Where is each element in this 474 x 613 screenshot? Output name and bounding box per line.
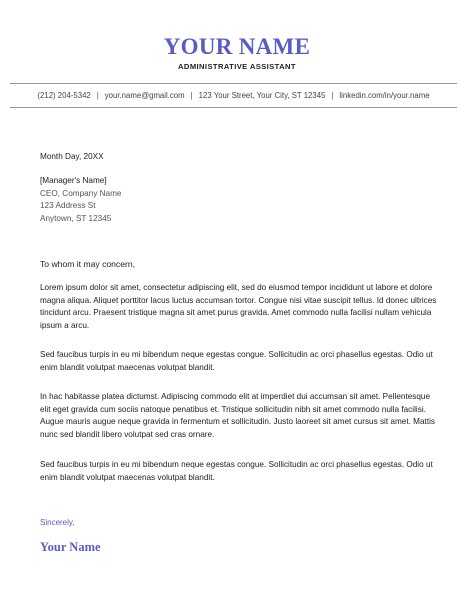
recipient-block xyxy=(40,175,440,225)
paragraph-text: Lorem ipsum dolor sit amet, consectetur adipiscing elit, sed do eiusmod tempor incididunt ut labore et dolore magna aliqua. Aliquet porttitor lacus luctus accumsan tortor. Congue nisi vitae suscipit tellus. Id donec ultrices tincidunt arcu. Praesent tristique magna sit amet purus gravida. Amet commodo nulla facilisi nullam vehicula ipsum a arcu. xyxy=(40,283,437,330)
signature-name: Your Name xyxy=(40,540,101,554)
recipient-name: [Manager's Name] xyxy=(40,176,107,185)
contact-email: your.name@gmail.com xyxy=(104,91,185,100)
contact-separator: | xyxy=(190,91,193,100)
header-role: ADMINISTRATIVE ASSISTANT xyxy=(178,62,296,71)
paragraph-text: Sed faucibus turpis in eu mi bibendum neque egestas congue. Sollicitudin ac orci phasellus egestas. Odio ut enim blandit volutpat maecenas volutpat blandit. xyxy=(40,350,433,372)
signoff: Sincerely, xyxy=(40,518,75,527)
recipient-street: 123 Address St xyxy=(40,201,96,210)
recipient-company: CEO, Company Name xyxy=(40,188,122,198)
body-paragraph-4 xyxy=(40,459,440,484)
contact-address: 123 Your Street, Your City, ST 12345 xyxy=(198,91,326,100)
recipient-city: Anytown, ST 12345 xyxy=(40,213,112,223)
header-bottom-divider xyxy=(10,107,457,108)
contact-linkedin: linkedin.com/in/your.name xyxy=(339,91,430,100)
salutation: To whom it may concern, xyxy=(40,259,136,269)
contact-separator: | xyxy=(331,91,334,100)
letter-date: Month Day, 20XX xyxy=(40,152,104,161)
body-paragraph-1 xyxy=(40,282,440,332)
body-paragraph-3 xyxy=(40,391,440,441)
paragraph-text: In hac habitasse platea dictumst. Adipiscing commodo elit at imperdiet dui accumsan sit amet. Pellentesque elit eget gravida cum sociis natoque penatibus et. Tristique sollicitudin nibh sit amet commodo nulla facilisi. Augue mauris augue neque gravida in fermentum et sollicitudin. Justo laoreet sit amet cursus sit amet. Mattis nunc sed blandit libero volutpat sed cras ornare. xyxy=(40,392,436,439)
header-name: YOUR NAME xyxy=(163,34,311,59)
contact-separator: | xyxy=(96,91,99,100)
contact-bar xyxy=(10,90,457,102)
paragraph-text: Sed faucibus turpis in eu mi bibendum neque egestas congue. Sollicitudin ac orci phasellus egestas. Odio ut enim blandit volutpat maecenas volutpat blandit. xyxy=(40,460,433,482)
contact-phone: (212) 204-5342 xyxy=(37,91,91,100)
header-top-divider xyxy=(10,83,457,84)
body-paragraph-2 xyxy=(40,349,440,374)
